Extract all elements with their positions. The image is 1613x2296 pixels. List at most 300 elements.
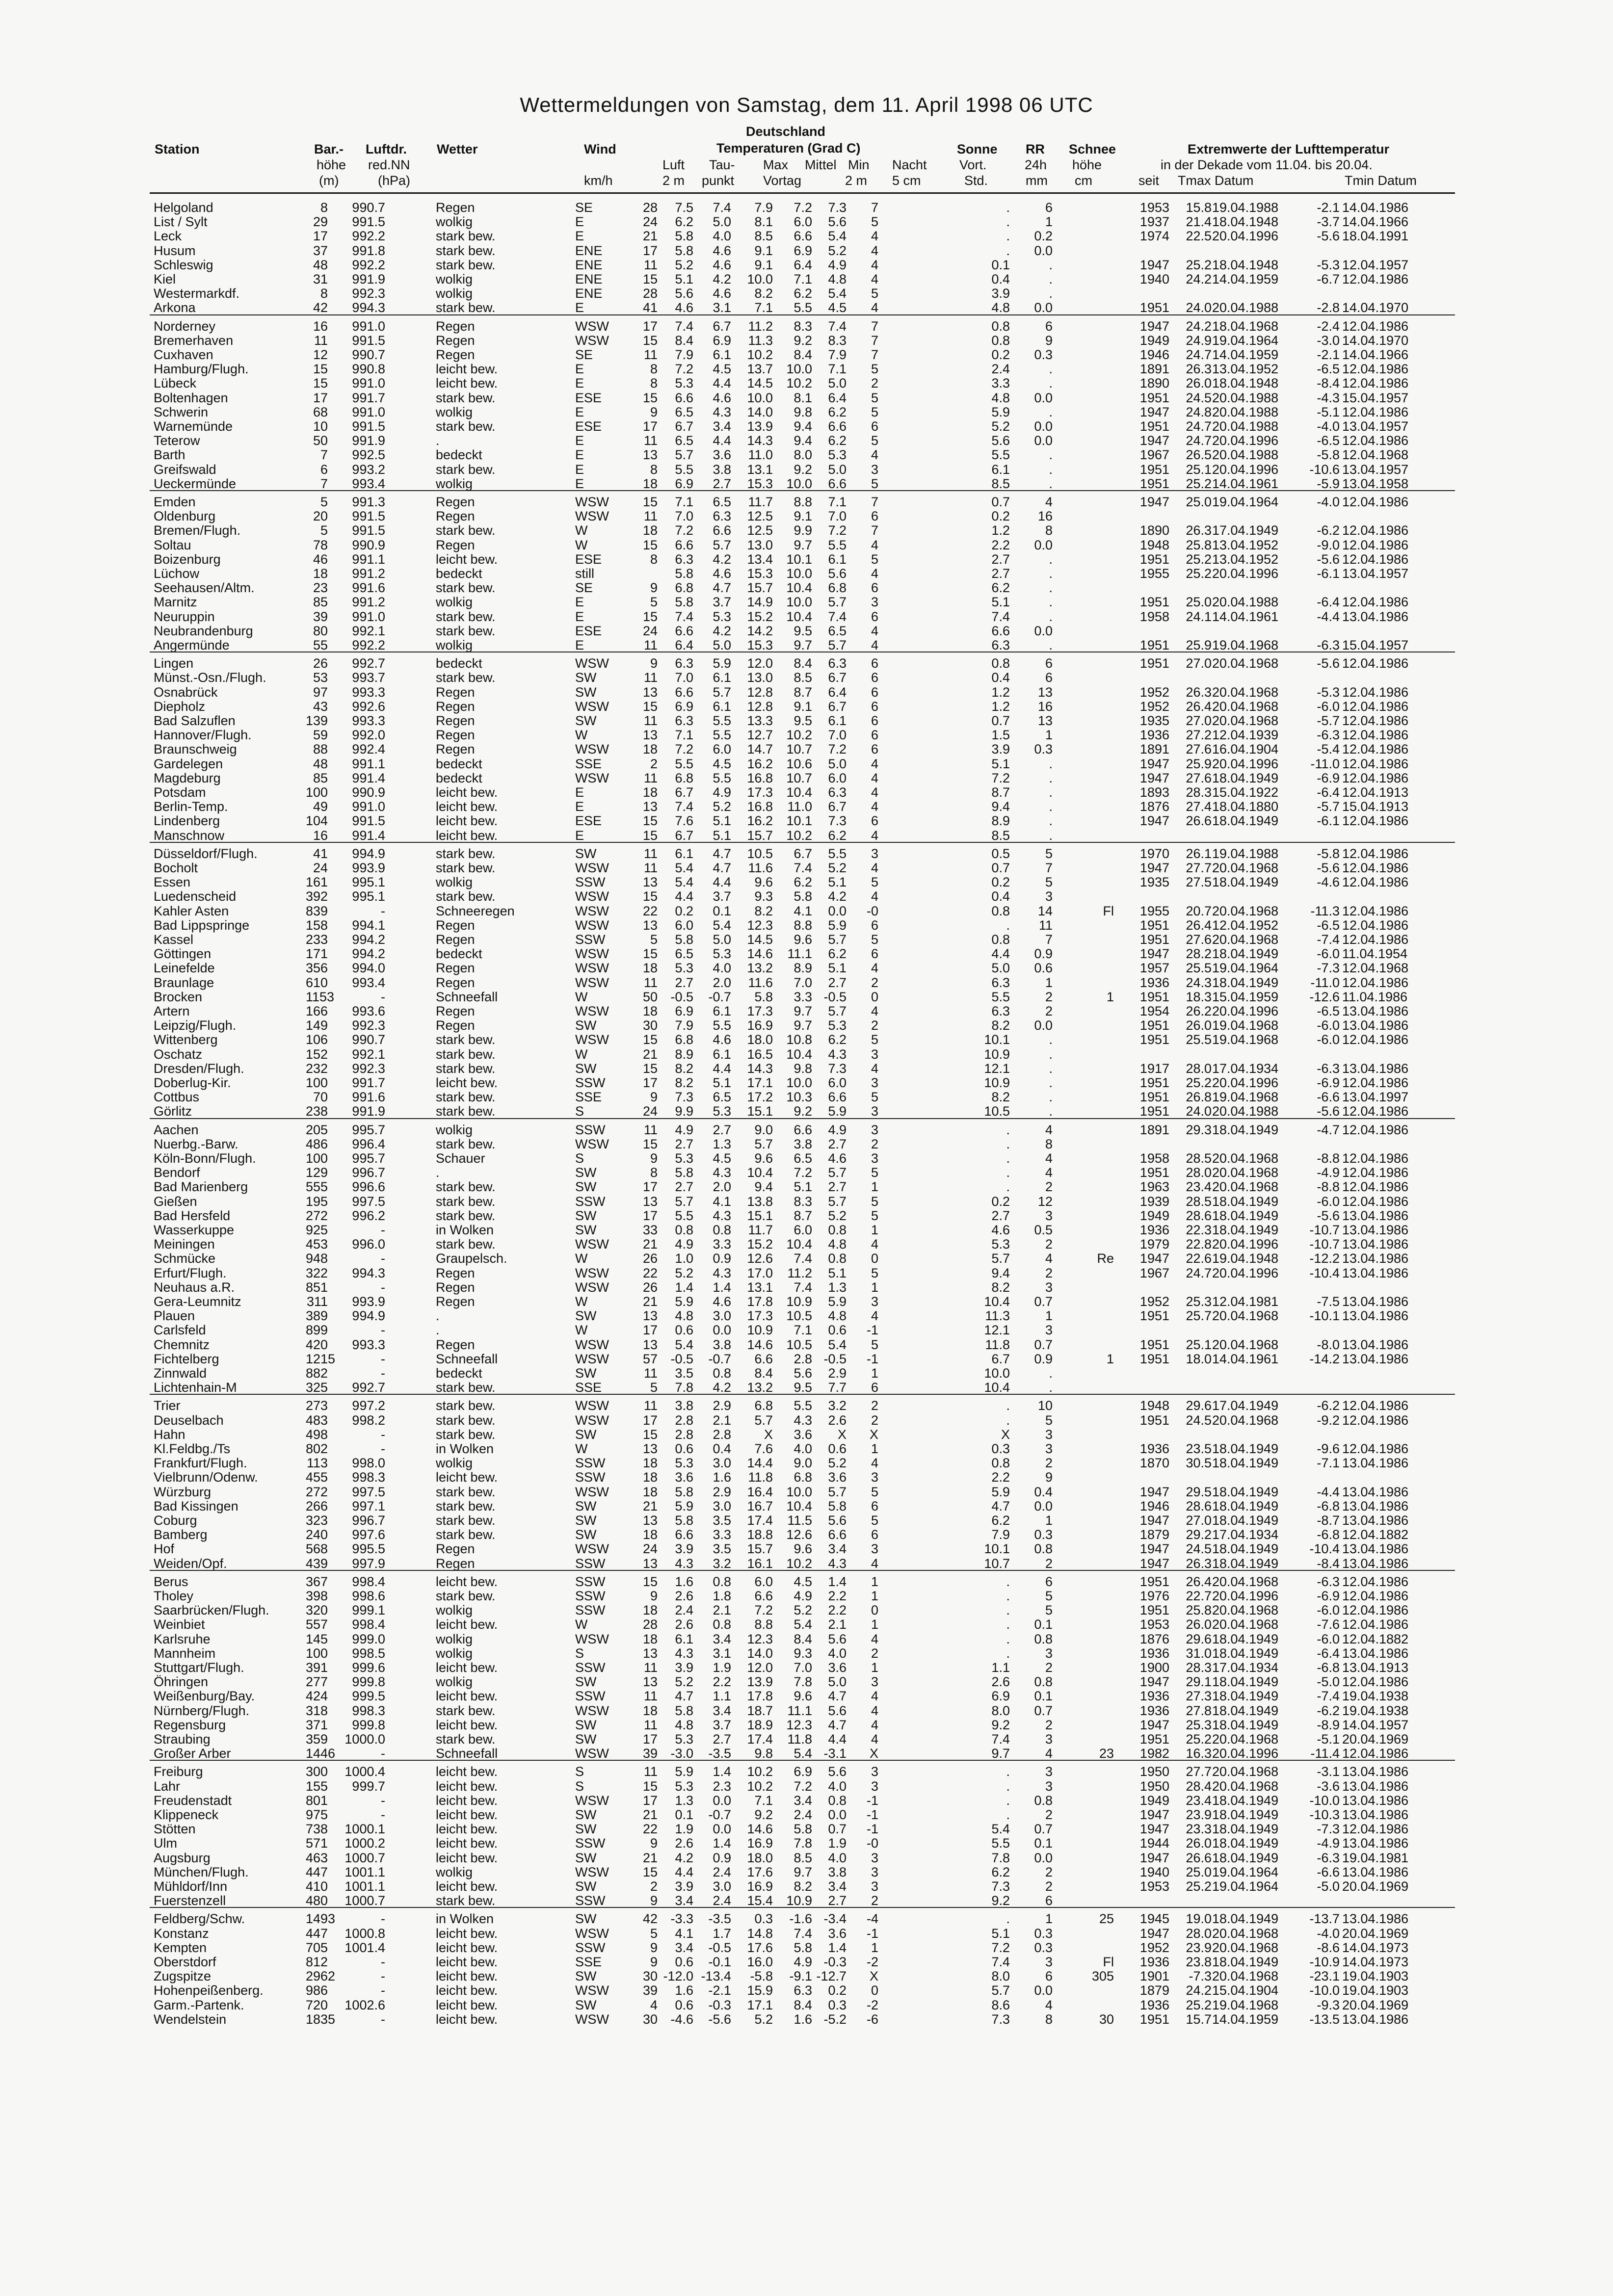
cell-min: 5.7 bbox=[828, 638, 846, 652]
cell-taupunkt: 2.0 bbox=[713, 975, 731, 990]
cell-tmin-datum: 12.04.1986 bbox=[1342, 538, 1409, 552]
cell-luftdruck: 992.3 bbox=[352, 1061, 385, 1076]
cell-tmax-datum: 19.04.1964 bbox=[1212, 1865, 1279, 1879]
cell-sonne: 8.2 bbox=[991, 1018, 1010, 1033]
cell-wind-kmh: 11 bbox=[643, 1718, 658, 1732]
cell-seit: 1957 bbox=[1139, 961, 1169, 975]
cell-taupunkt: 4.0 bbox=[713, 961, 731, 975]
cell-tmax-datum: 18.04.1949 bbox=[1212, 1911, 1279, 1926]
cell-nacht: 4 bbox=[871, 566, 878, 581]
cell-taupunkt: 3.5 bbox=[713, 1513, 731, 1528]
cell-station: Mühldorf/Inn bbox=[154, 1879, 228, 1894]
cell-rr: 0.8 bbox=[1034, 1793, 1053, 1808]
cell-station: Wasserkuppe bbox=[154, 1223, 235, 1237]
cell-luftdruck: 993.3 bbox=[352, 713, 385, 728]
cell-nacht: 6 bbox=[871, 670, 878, 685]
cell-seit: 1951 bbox=[1139, 1413, 1169, 1428]
cell-wind-kmh: 21 bbox=[642, 1294, 658, 1309]
cell-min: 5.7 bbox=[828, 932, 846, 947]
cell-bar-hoehe: 53 bbox=[313, 670, 328, 685]
cell-mittel: 9.5 bbox=[793, 1380, 812, 1395]
cell-taupunkt: 5.3 bbox=[713, 946, 731, 961]
table-row bbox=[150, 1294, 1455, 1309]
cell-wetter: Regen bbox=[436, 713, 475, 728]
cell-wind-kmh: 11 bbox=[643, 509, 658, 523]
cell-tmin: -6.0 bbox=[1317, 1032, 1340, 1047]
cell-wind-kmh: 28 bbox=[642, 1617, 658, 1632]
cell-min: 6.2 bbox=[828, 1032, 846, 1047]
cell-tmin-datum: 13.04.1986 bbox=[1342, 1223, 1409, 1237]
header-rule bbox=[150, 192, 1455, 194]
cell-tmax-datum: 20.04.1988 bbox=[1212, 405, 1279, 419]
cell-wind-kmh: 13 bbox=[642, 685, 658, 700]
cell-min: 6.6 bbox=[828, 1090, 846, 1104]
cell-seit: 1951 bbox=[1139, 1090, 1169, 1104]
cell-tmax-datum: 20.04.1968 bbox=[1212, 1603, 1279, 1618]
table-row bbox=[150, 1574, 1455, 1589]
cell-sonne: 6.3 bbox=[991, 1004, 1010, 1018]
cell-station: Klippeneck bbox=[154, 1807, 219, 1822]
cell-wind-dir: SW bbox=[575, 1718, 597, 1732]
cell-taupunkt: -3.5 bbox=[708, 1911, 731, 1926]
cell-seit: 1947 bbox=[1139, 319, 1169, 334]
cell-sonne: 2.2 bbox=[991, 538, 1010, 552]
cell-tmin: -9.0 bbox=[1317, 538, 1340, 552]
cell-tmin-datum: 20.04.1969 bbox=[1342, 1732, 1409, 1747]
cell-wind-kmh: 13 bbox=[642, 728, 658, 742]
cell-tmin: -6.0 bbox=[1317, 1018, 1340, 1033]
header-temperaturen: Temperaturen (Grad C) bbox=[716, 141, 861, 156]
cell-seit: 1936 bbox=[1139, 1223, 1169, 1237]
cell-mittel: 6.5 bbox=[793, 1151, 812, 1166]
cell-wind-kmh: 11 bbox=[643, 347, 658, 362]
cell-taupunkt: 2.2 bbox=[713, 1674, 731, 1689]
cell-taupunkt: 3.8 bbox=[713, 462, 731, 477]
cell-wind-dir: E bbox=[575, 405, 584, 419]
table-row bbox=[150, 419, 1455, 434]
cell-tmin-datum: 13.04.1986 bbox=[1342, 1764, 1409, 1779]
header-wind-unit: km/h bbox=[584, 173, 613, 188]
header-taupunkt-1: Tau- bbox=[709, 157, 735, 172]
cell-luftdruck: 994.9 bbox=[352, 1308, 385, 1323]
cell-station: Artern bbox=[154, 1004, 190, 1018]
cell-luft: 2.6 bbox=[675, 1589, 693, 1603]
cell-seit: 1947 bbox=[1139, 258, 1169, 272]
cell-bar-hoehe: 29 bbox=[313, 214, 328, 229]
cell-seit: 1893 bbox=[1139, 785, 1169, 800]
cell-seit: 1879 bbox=[1139, 1527, 1169, 1542]
cell-seit: 1947 bbox=[1139, 1926, 1169, 1941]
cell-bar-hoehe: 78 bbox=[313, 538, 328, 552]
cell-seit: 1891 bbox=[1139, 362, 1169, 376]
cell-nacht: 3 bbox=[871, 1764, 878, 1779]
cell-tmin: -6.9 bbox=[1317, 771, 1340, 785]
cell-wetter: wolkig bbox=[436, 638, 473, 652]
cell-nacht: -1 bbox=[866, 1323, 878, 1337]
cell-schnee: 23 bbox=[1099, 1746, 1114, 1761]
cell-bar-hoehe: 1153 bbox=[306, 990, 335, 1004]
cell-tmin-datum: 14.04.1973 bbox=[1342, 1940, 1409, 1955]
cell-max-vortag: 10.0 bbox=[747, 391, 773, 405]
cell-max-vortag: 17.3 bbox=[747, 785, 773, 800]
cell-tmax-datum: 20.04.1996 bbox=[1212, 1004, 1279, 1018]
cell-tmax-datum: 18.04.1949 bbox=[1212, 1632, 1279, 1646]
cell-wind-kmh: 18 bbox=[642, 1456, 658, 1470]
cell-wetter: in Wolken bbox=[436, 1441, 494, 1456]
cell-luftdruck: 991.0 bbox=[352, 799, 385, 814]
table-row bbox=[150, 1061, 1455, 1076]
cell-station: Ueckermünde bbox=[154, 476, 237, 491]
cell-wetter: stark bew. bbox=[436, 1413, 496, 1428]
cell-seit: 1940 bbox=[1139, 1865, 1169, 1879]
cell-station: Manschnow bbox=[154, 828, 225, 843]
cell-seit: 1917 bbox=[1139, 1061, 1169, 1076]
cell-seit: 1947 bbox=[1139, 495, 1169, 509]
cell-max-vortag: 9.6 bbox=[754, 875, 773, 889]
cell-station: Teterow bbox=[154, 433, 200, 448]
cell-wetter: wolkig bbox=[436, 1456, 473, 1470]
cell-mittel: 5.1 bbox=[793, 1179, 812, 1194]
cell-mittel: 9.6 bbox=[793, 1689, 812, 1703]
cell-wetter: wolkig bbox=[436, 1865, 473, 1879]
cell-luftdruck: 993.9 bbox=[352, 1294, 385, 1309]
cell-nacht: 2 bbox=[871, 1398, 878, 1413]
cell-bar-hoehe: 20 bbox=[313, 509, 328, 523]
cell-mittel: 9.5 bbox=[793, 713, 812, 728]
cell-luft: 3.9 bbox=[675, 1660, 693, 1675]
cell-tmax: 25.2 bbox=[1186, 566, 1212, 581]
cell-tmin-datum: 12.04.1986 bbox=[1342, 595, 1409, 609]
cell-bar-hoehe: 238 bbox=[306, 1104, 328, 1119]
cell-station: Kassel bbox=[154, 932, 194, 947]
cell-rr: 0.0 bbox=[1034, 300, 1053, 315]
cell-tmax-datum: 20.04.1968 bbox=[1212, 699, 1279, 714]
cell-tmin: -8.4 bbox=[1317, 376, 1340, 391]
cell-max-vortag: 10.2 bbox=[747, 1779, 773, 1794]
cell-sonne: 6.3 bbox=[991, 975, 1010, 990]
cell-min: 2.9 bbox=[828, 1366, 846, 1381]
cell-wind-dir: SSW bbox=[575, 875, 606, 889]
cell-taupunkt: 3.7 bbox=[713, 1718, 731, 1732]
cell-luft: 7.2 bbox=[675, 362, 693, 376]
cell-rr: 0.0 bbox=[1034, 419, 1053, 434]
cell-taupunkt: 0.8 bbox=[713, 1574, 731, 1589]
cell-wind-kmh: 13 bbox=[642, 1513, 658, 1528]
cell-luftdruck: 994.3 bbox=[352, 1266, 385, 1280]
cell-tmin-datum: 12.04.1986 bbox=[1342, 656, 1409, 671]
cell-rr: 0.3 bbox=[1034, 1926, 1053, 1941]
cell-rr: . bbox=[1049, 272, 1053, 287]
cell-mittel: 10.9 bbox=[786, 1294, 812, 1309]
cell-rr: . bbox=[1049, 258, 1053, 272]
cell-tmax-datum: 19.04.1968 bbox=[1212, 1018, 1279, 1033]
cell-nacht: 5 bbox=[871, 214, 878, 229]
cell-rr: . bbox=[1049, 1061, 1053, 1076]
cell-bar-hoehe: 50 bbox=[313, 433, 328, 448]
cell-mittel: 8.8 bbox=[793, 495, 812, 509]
cell-wind-kmh: 39 bbox=[642, 1983, 658, 1998]
cell-station: Leinefelde bbox=[154, 961, 215, 975]
header-deutschland: Deutschland bbox=[746, 124, 826, 139]
cell-mittel: 8.5 bbox=[793, 670, 812, 685]
cell-nacht: 1 bbox=[871, 1441, 878, 1456]
cell-taupunkt: 5.3 bbox=[713, 1104, 731, 1119]
cell-wetter: Regen bbox=[436, 1294, 475, 1309]
cell-tmax-datum: 20.04.1968 bbox=[1212, 685, 1279, 700]
cell-tmin: -6.0 bbox=[1317, 699, 1340, 714]
cell-wetter: Regen bbox=[436, 333, 475, 348]
cell-taupunkt: 2.4 bbox=[713, 1893, 731, 1908]
cell-wetter: Regen bbox=[436, 538, 475, 552]
cell-nacht: 6 bbox=[871, 813, 878, 828]
cell-min: 3.6 bbox=[828, 1926, 846, 1941]
cell-luft: 3.4 bbox=[675, 1893, 693, 1908]
cell-tmax: 26.0 bbox=[1186, 1018, 1212, 1033]
cell-max-vortag: 16.9 bbox=[747, 1836, 773, 1851]
cell-rr: 4 bbox=[1045, 1165, 1053, 1180]
cell-nacht: -0 bbox=[866, 1836, 878, 1851]
cell-luft: 5.8 bbox=[675, 932, 693, 947]
cell-tmin: -6.0 bbox=[1317, 946, 1340, 961]
cell-wetter: stark bew. bbox=[436, 624, 496, 638]
cell-seit: 1936 bbox=[1139, 1703, 1169, 1718]
cell-tmin: -11.0 bbox=[1310, 975, 1340, 990]
header-seit: seit bbox=[1138, 173, 1160, 188]
cell-nacht: 4 bbox=[871, 1732, 878, 1747]
cell-sonne: 0.1 bbox=[991, 258, 1010, 272]
cell-luft: 8.2 bbox=[675, 1061, 693, 1076]
cell-bar-hoehe: 720 bbox=[306, 1998, 328, 2012]
cell-wetter: stark bew. bbox=[436, 889, 496, 904]
cell-max-vortag: 14.9 bbox=[747, 595, 773, 609]
cell-tmin: -5.8 bbox=[1317, 846, 1340, 861]
cell-wetter: leicht bew. bbox=[436, 1793, 498, 1808]
table-row bbox=[150, 799, 1455, 814]
cell-wind-kmh: 17 bbox=[642, 1179, 658, 1194]
cell-luft: 6.3 bbox=[675, 656, 693, 671]
cell-sonne: 5.1 bbox=[991, 595, 1010, 609]
cell-wind-kmh: 22 bbox=[642, 1266, 658, 1280]
cell-tmin: -7.1 bbox=[1317, 1456, 1340, 1470]
cell-bar-hoehe: 975 bbox=[306, 1807, 328, 1822]
cell-nacht: 3 bbox=[871, 1851, 878, 1865]
cell-wind-dir: SSW bbox=[575, 932, 606, 947]
cell-wind-kmh: 5 bbox=[650, 1380, 658, 1395]
cell-bar-hoehe: 851 bbox=[306, 1280, 328, 1295]
cell-taupunkt: 6.3 bbox=[713, 509, 731, 523]
cell-min: 7.1 bbox=[828, 362, 846, 376]
cell-station: Diepholz bbox=[154, 699, 206, 714]
cell-min: 2.7 bbox=[828, 1137, 846, 1151]
cell-tmax-datum: 19.04.1964 bbox=[1212, 333, 1279, 348]
cell-wetter: leicht bew. bbox=[436, 785, 498, 800]
cell-max-vortag: 17.8 bbox=[747, 1689, 773, 1703]
cell-bar-hoehe: 1493 bbox=[306, 1911, 336, 1926]
cell-nacht: 4 bbox=[871, 1308, 878, 1323]
cell-bar-hoehe: 43 bbox=[313, 699, 328, 714]
cell-bar-hoehe: 8 bbox=[320, 286, 328, 301]
cell-wind-dir: ESE bbox=[575, 419, 602, 434]
cell-tmin: -3.0 bbox=[1317, 333, 1340, 348]
cell-rr: 0.8 bbox=[1034, 1674, 1053, 1689]
cell-wind-kmh: 17 bbox=[642, 243, 658, 258]
cell-mittel: 8.4 bbox=[793, 1632, 812, 1646]
cell-taupunkt: 0.9 bbox=[713, 1251, 731, 1266]
cell-taupunkt: 1.6 bbox=[713, 1470, 731, 1485]
cell-tmin: -5.6 bbox=[1317, 229, 1340, 243]
cell-station: Nürnberg/Flugh. bbox=[154, 1703, 250, 1718]
cell-wind-dir: WSW bbox=[575, 946, 609, 961]
cell-min: 3.2 bbox=[828, 1398, 846, 1413]
cell-tmin-datum: 12.04.1986 bbox=[1342, 904, 1409, 918]
table-row bbox=[150, 1018, 1455, 1033]
cell-tmin-datum: 13.04.1986 bbox=[1342, 1485, 1409, 1499]
cell-mittel: 8.9 bbox=[793, 961, 812, 975]
cell-luft: 6.7 bbox=[675, 785, 693, 800]
cell-max-vortag: 10.2 bbox=[747, 347, 773, 362]
cell-min: 6.2 bbox=[828, 433, 846, 448]
cell-min: 6.4 bbox=[828, 685, 846, 700]
cell-nacht: 4 bbox=[871, 1718, 878, 1732]
cell-tmin: -8.0 bbox=[1317, 1337, 1340, 1352]
cell-nacht: 6 bbox=[871, 1380, 878, 1395]
cell-min: 4.0 bbox=[828, 1851, 846, 1865]
cell-tmin-datum: 20.04.1969 bbox=[1342, 1998, 1409, 2012]
cell-taupunkt: 5.0 bbox=[713, 932, 731, 947]
cell-luft: 2.7 bbox=[675, 1137, 693, 1151]
cell-station: Oschatz bbox=[154, 1047, 203, 1062]
cell-station: Fichtelberg bbox=[154, 1352, 219, 1366]
cell-nacht: 4 bbox=[871, 828, 878, 843]
cell-wind-kmh: 22 bbox=[642, 1822, 658, 1836]
cell-luftdruck: 999.7 bbox=[352, 1779, 385, 1794]
cell-nacht: 3 bbox=[871, 846, 878, 861]
cell-tmin-datum: 18.04.1991 bbox=[1342, 229, 1409, 243]
cell-tmin-datum: 12.04.1986 bbox=[1342, 813, 1409, 828]
cell-luft: 6.6 bbox=[675, 391, 693, 405]
cell-max-vortag: 14.3 bbox=[747, 433, 773, 448]
cell-tmax: 31.0 bbox=[1186, 1646, 1212, 1661]
cell-max-vortag: 13.9 bbox=[747, 419, 773, 434]
cell-tmin-datum: 13.04.1986 bbox=[1342, 1352, 1409, 1366]
cell-mittel: 10.2 bbox=[786, 728, 812, 742]
header-min-2: 2 m bbox=[845, 173, 868, 188]
cell-bar-hoehe: 610 bbox=[306, 975, 328, 990]
cell-luft: 4.8 bbox=[675, 1718, 693, 1732]
cell-luft: -12.0 bbox=[663, 1969, 693, 1983]
cell-wind-dir: WSW bbox=[575, 319, 609, 334]
cell-sonne: 10.4 bbox=[984, 1380, 1010, 1395]
cell-wind-kmh: 21 bbox=[642, 229, 658, 243]
cell-tmin-datum: 12.04.1986 bbox=[1342, 1179, 1409, 1194]
cell-rr: 9 bbox=[1045, 1470, 1053, 1485]
cell-luftdruck: 990.8 bbox=[352, 362, 385, 376]
cell-wetter: Schneefall bbox=[436, 990, 498, 1004]
cell-sonne: 0.8 bbox=[991, 1456, 1010, 1470]
cell-luftdruck: - bbox=[381, 1223, 385, 1237]
cell-tmax: 18.3 bbox=[1186, 990, 1212, 1004]
cell-max-vortag: 5.7 bbox=[754, 1413, 773, 1428]
cell-tmax-datum: 18.04.1949 bbox=[1212, 1194, 1279, 1209]
cell-luftdruck: 991.5 bbox=[352, 333, 385, 348]
cell-min: 7.1 bbox=[828, 495, 846, 509]
cell-luft: 0.8 bbox=[675, 1223, 693, 1237]
cell-sonne: 0.8 bbox=[991, 932, 1010, 947]
cell-nacht: 2 bbox=[871, 376, 878, 391]
cell-bar-hoehe: 161 bbox=[306, 875, 328, 889]
cell-nacht: 3 bbox=[871, 1047, 878, 1062]
cell-max-vortag: 17.3 bbox=[747, 1004, 773, 1018]
cell-taupunkt: 0.4 bbox=[713, 1441, 731, 1456]
cell-wind-kmh: 15 bbox=[642, 1865, 658, 1879]
cell-luft: 7.1 bbox=[675, 728, 693, 742]
cell-luftdruck: - bbox=[381, 1969, 385, 1983]
cell-tmax: 28.5 bbox=[1186, 1151, 1212, 1166]
cell-tmin: -8.7 bbox=[1317, 1513, 1340, 1528]
cell-taupunkt: 2.3 bbox=[713, 1779, 731, 1794]
cell-wetter: Regen bbox=[436, 319, 475, 334]
cell-luftdruck: 996.2 bbox=[352, 1208, 385, 1223]
cell-luft: 5.3 bbox=[675, 1456, 693, 1470]
cell-luftdruck: 991.6 bbox=[352, 580, 385, 595]
cell-wind-dir: S bbox=[575, 1104, 584, 1119]
table-row bbox=[150, 2012, 1455, 2027]
cell-nacht: 5 bbox=[871, 1032, 878, 1047]
cell-wetter: leicht bew. bbox=[436, 376, 498, 391]
cell-wetter: Regen bbox=[436, 1004, 475, 1018]
cell-rr: . bbox=[1049, 757, 1053, 771]
table-row bbox=[150, 918, 1455, 933]
header-schnee-2: höhe bbox=[1072, 157, 1102, 172]
cell-tmax-datum: 18.04.1949 bbox=[1212, 975, 1279, 990]
cell-tmin: -4.9 bbox=[1317, 1165, 1340, 1180]
table-row bbox=[150, 229, 1455, 243]
cell-wetter: Regen bbox=[436, 347, 475, 362]
cell-min: 2.6 bbox=[828, 1413, 846, 1428]
cell-min: 0.8 bbox=[828, 1251, 846, 1266]
cell-mittel: 7.4 bbox=[793, 1280, 812, 1295]
cell-seit: 1947 bbox=[1139, 1485, 1169, 1499]
cell-tmax-datum: 18.04.1949 bbox=[1212, 813, 1279, 828]
cell-wind-kmh: 24 bbox=[642, 1541, 658, 1556]
cell-wetter: Schauer bbox=[436, 1151, 485, 1166]
cell-taupunkt: 4.6 bbox=[713, 566, 731, 581]
cell-min: 0.8 bbox=[828, 1223, 846, 1237]
cell-taupunkt: 0.8 bbox=[713, 1223, 731, 1237]
cell-station: Neubrandenburg bbox=[154, 624, 253, 638]
cell-max-vortag: 7.1 bbox=[754, 1793, 773, 1808]
cell-min: 5.2 bbox=[828, 861, 846, 875]
cell-rr: . bbox=[1049, 1104, 1053, 1119]
table-row bbox=[150, 1998, 1455, 2012]
cell-tmax: 25.3 bbox=[1186, 1718, 1212, 1732]
cell-luftdruck: 997.5 bbox=[352, 1194, 385, 1209]
cell-wind-kmh: 9 bbox=[650, 1940, 658, 1955]
cell-luftdruck: 997.9 bbox=[352, 1556, 385, 1571]
cell-rr: 4 bbox=[1045, 1746, 1053, 1761]
cell-rr: 0.6 bbox=[1034, 961, 1053, 975]
cell-mittel: 4.5 bbox=[793, 1574, 812, 1589]
cell-wind-kmh: 13 bbox=[642, 799, 658, 814]
cell-tmax: 25.5 bbox=[1186, 961, 1212, 975]
cell-tmax-datum: 20.04.1988 bbox=[1212, 447, 1279, 462]
cell-tmin-datum: 13.04.1986 bbox=[1342, 1646, 1409, 1661]
cell-tmin: -10.4 bbox=[1309, 1266, 1340, 1280]
cell-station: Norderney bbox=[154, 319, 216, 334]
cell-bar-hoehe: 46 bbox=[313, 552, 328, 567]
table-row bbox=[150, 1718, 1455, 1732]
cell-taupunkt: -0.7 bbox=[708, 1807, 731, 1822]
